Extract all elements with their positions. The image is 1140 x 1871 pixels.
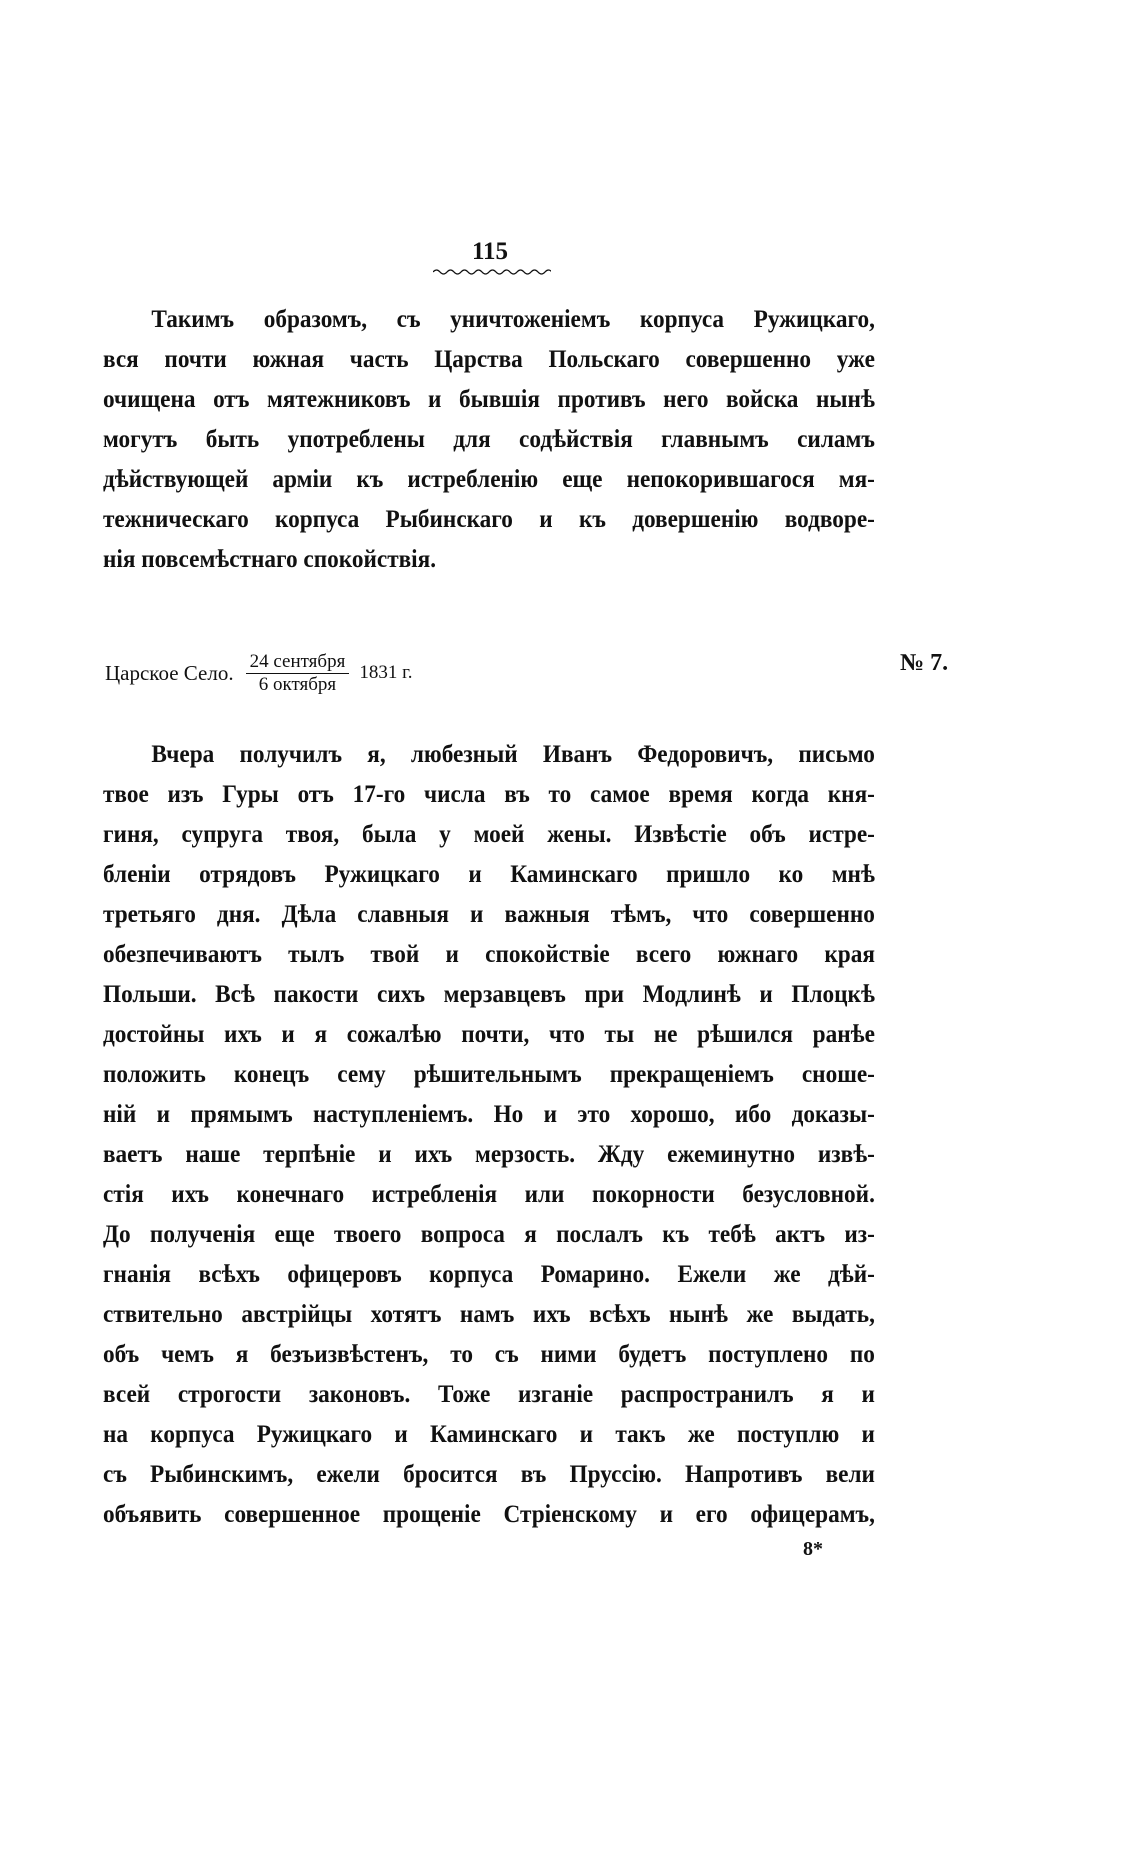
text-line: гиня, супруга твоя, была у моей жены. Извѣстіе объ истре- <box>103 821 875 848</box>
text-line: всей строгости законовъ. Тоже изганіе распространилъ я и <box>103 1381 875 1408</box>
text-line: объявить совершенное прощеніе Стріенскому и его офицерамъ, <box>103 1501 875 1528</box>
text-line: твое изъ Гуры отъ 17-го числа въ то самое время когда кня- <box>103 781 875 808</box>
text-line: тежническаго корпуса Рыбинскаго и къ довершенію водворе- <box>103 506 875 533</box>
text-line: съ Рыбинскимъ, ежели бросится въ Пруссію. Напротивъ вели <box>103 1461 875 1488</box>
signature-mark: 8* <box>803 1538 823 1560</box>
text-line: Такимъ образомъ, съ уничтоженіемъ корпуса Ружицкаго, <box>151 306 875 333</box>
paragraph-1 <box>103 300 875 580</box>
year: 1831 г. <box>359 662 413 683</box>
text-line: Польши. Всѣ пакости сихъ мерзавцевъ при Модлинѣ и Плоцкѣ <box>103 981 875 1008</box>
text-line: ваетъ наше терпѣніе и ихъ мерзость. Жду ежеминутно извѣ- <box>103 1141 875 1168</box>
text-line: дѣйствующей арміи къ истребленію еще непокорившагося мя- <box>103 466 875 493</box>
place: Царское Село. <box>105 660 234 685</box>
ornamental-rule <box>433 268 551 276</box>
document-number: № 7. <box>900 650 949 676</box>
text-line: на корпуса Ружицкаго и Каминскаго и такъ же поступлю и <box>103 1421 875 1448</box>
paragraph-2 <box>103 735 875 1535</box>
text-line: ствительно австрійцы хотятъ намъ ихъ всѣхъ нынѣ же выдать, <box>103 1301 875 1328</box>
text-line: нія повсемѣстнаго спокойствія. <box>103 546 437 573</box>
text-line: достойны ихъ и я сожалѣю почти, что ты не рѣшился ранѣе <box>103 1021 875 1048</box>
text-line: обезпечиваютъ тылъ твой и спокойствіе всего южнаго края <box>103 941 875 968</box>
text-line: стія ихъ конечнаго истребленія или покорности безусловной. <box>103 1181 875 1208</box>
page-number: 115 <box>471 238 509 265</box>
text-line: могутъ быть употреблены для содѣйствія главнымъ силамъ <box>103 426 875 453</box>
letter-heading <box>105 648 412 698</box>
text-line: очищена отъ мятежниковъ и бывшія противъ него войска нынѣ <box>103 386 875 413</box>
date-old-style: 24 сентября <box>246 651 350 674</box>
date-fraction <box>246 651 350 696</box>
text-line: бленіи отрядовъ Ружицкаго и Каминскаго пришло ко мнѣ <box>103 861 875 888</box>
text-line: Вчера получилъ я, любезный Иванъ Федоровичъ, письмо <box>151 741 875 768</box>
text-line: вся почти южная часть Царства Польскаго совершенно уже <box>103 346 875 373</box>
text-line: До полученія еще твоего вопроса я послалъ къ тебѣ актъ из- <box>103 1221 875 1248</box>
text-line: третьяго дня. Дѣла славныя и важныя тѣмъ, что совершенно <box>103 901 875 928</box>
date-new-style: 6 октября <box>258 673 337 695</box>
text-line: положить конецъ сему рѣшительнымъ прекращеніемъ сноше- <box>103 1061 875 1088</box>
text-line: гнанія всѣхъ офицеровъ корпуса Ромарино. Ежели же дѣй- <box>103 1261 875 1288</box>
text-line: объ чемъ я безъизвѣстенъ, то съ ними будетъ поступлено по <box>103 1341 875 1368</box>
text-line: ній и прямымъ наступленіемъ. Но и это хорошо, ибо доказы- <box>103 1101 875 1128</box>
